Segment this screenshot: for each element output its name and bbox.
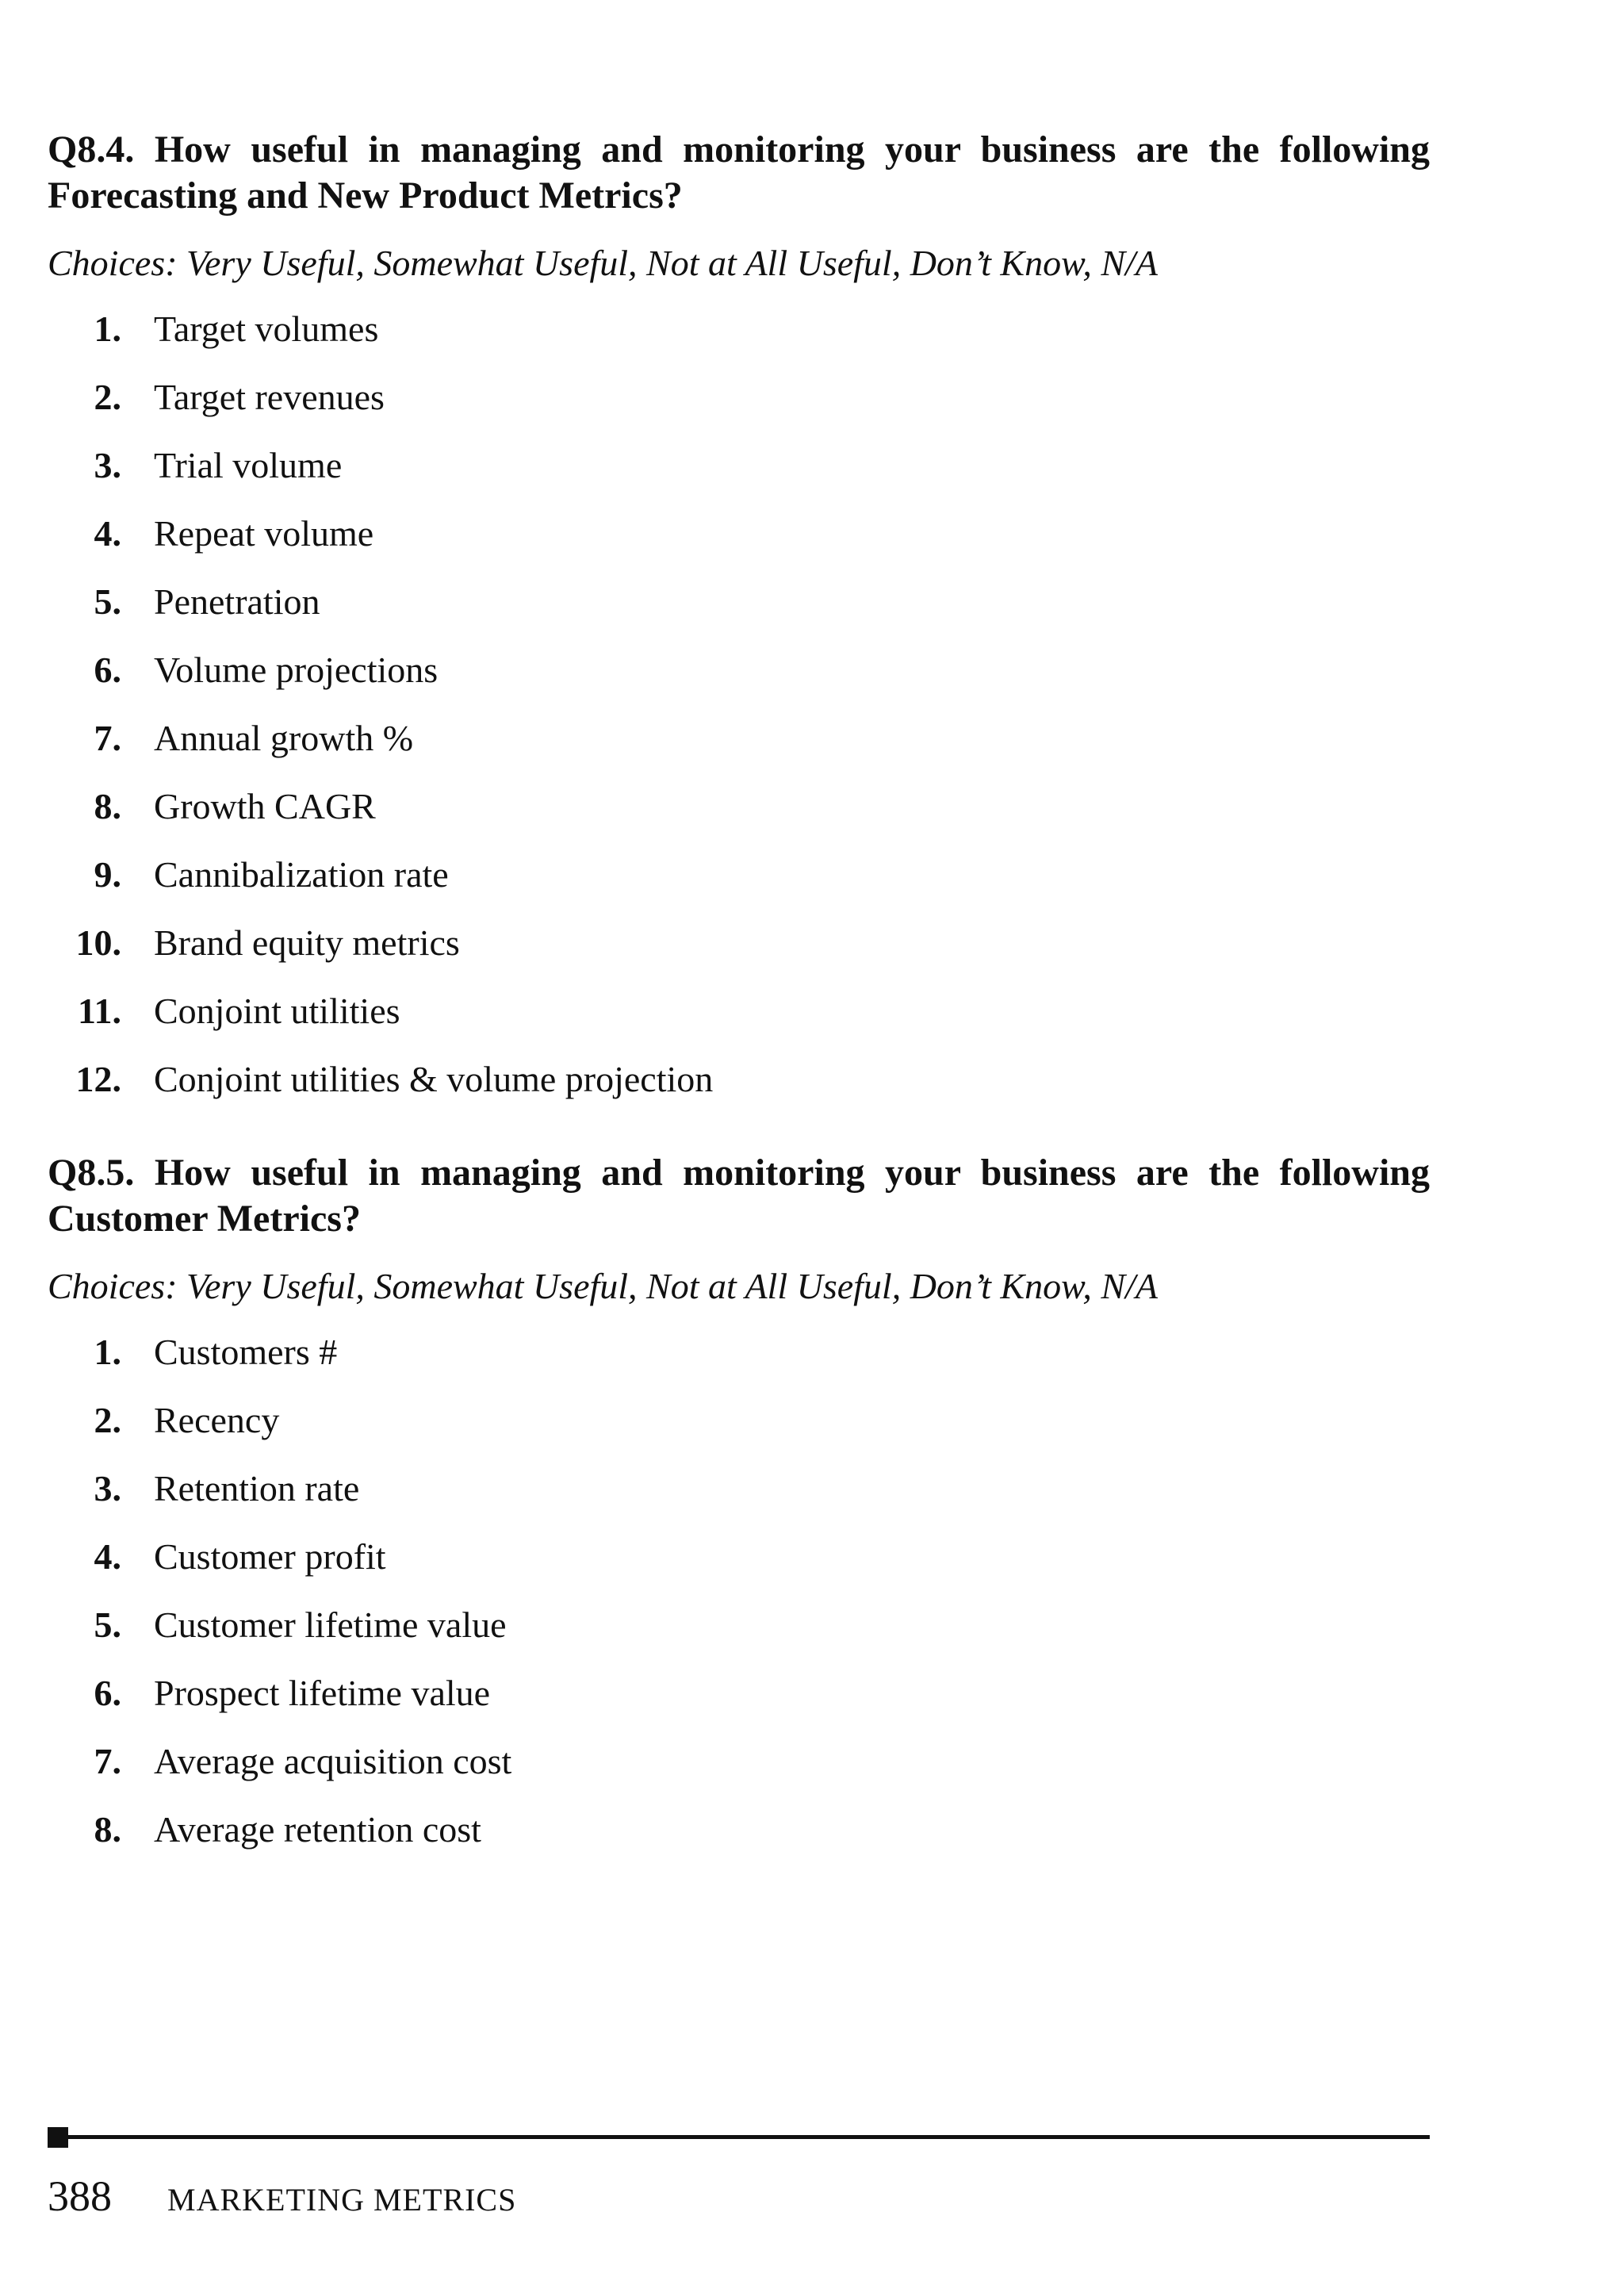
item-number: 8. <box>94 786 121 826</box>
item-number: 3. <box>94 1468 121 1509</box>
item-number: 2. <box>94 1400 121 1440</box>
item-label: Prospect lifetime value <box>154 1673 491 1713</box>
list-item <box>48 717 1430 785</box>
item-number: 4. <box>94 1536 121 1577</box>
item-label: Target volumes <box>154 309 379 349</box>
item-number: 3. <box>94 445 121 485</box>
list-item <box>48 922 1430 990</box>
list-item <box>48 853 1430 922</box>
list-item <box>48 1399 1430 1467</box>
item-number: 2. <box>94 377 121 417</box>
item-label: Recency <box>154 1400 280 1440</box>
choices-line: Choices: Very Useful, Somewhat Useful, Not at All Useful, Don’t Know, N/A <box>48 1266 1158 1306</box>
page-body <box>48 127 1430 1877</box>
list-item <box>48 1740 1430 1808</box>
list-item <box>48 444 1430 512</box>
item-label: Conjoint utilities & volume projection <box>154 1059 714 1099</box>
list-item <box>48 1604 1430 1672</box>
list-item <box>48 376 1430 444</box>
item-label: Volume projections <box>154 650 439 690</box>
item-label: Average acquisition cost <box>154 1741 512 1781</box>
list-item <box>48 512 1430 581</box>
item-label: Customers # <box>154 1332 338 1372</box>
item-label: Average retention cost <box>154 1809 481 1850</box>
list-item <box>48 1467 1430 1535</box>
item-label: Conjoint utilities <box>154 991 400 1031</box>
item-label: Brand equity metrics <box>154 922 460 963</box>
item-number: 6. <box>94 650 121 690</box>
item-label: Customer profit <box>154 1536 386 1577</box>
item-number: 9. <box>94 854 121 895</box>
list-item <box>48 990 1430 1058</box>
item-label: Target revenues <box>154 377 385 417</box>
page-footer <box>48 2172 516 2221</box>
item-label: Customer lifetime value <box>154 1604 507 1645</box>
item-label: Retention rate <box>154 1468 360 1509</box>
item-number: 1. <box>94 309 121 349</box>
question-section-q8-5 <box>48 1150 1430 1877</box>
item-label: Growth CAGR <box>154 786 376 826</box>
item-number: 7. <box>94 1741 121 1781</box>
item-label: Cannibalization rate <box>154 854 449 895</box>
item-label: Repeat volume <box>154 513 374 554</box>
item-label: Trial volume <box>154 445 343 485</box>
metric-list <box>48 1331 1430 1877</box>
list-item <box>48 1331 1430 1399</box>
item-number: 6. <box>94 1673 121 1713</box>
question-section-q8-4 <box>48 127 1430 1126</box>
item-number: 8. <box>94 1809 121 1850</box>
list-item <box>48 649 1430 717</box>
list-item <box>48 785 1430 853</box>
list-item <box>48 1808 1430 1877</box>
list-item <box>48 308 1430 376</box>
page-number: 388 <box>48 2172 112 2220</box>
item-number: 1. <box>94 1332 121 1372</box>
choices-line: Choices: Very Useful, Somewhat Useful, Not at All Useful, Don’t Know, N/A <box>48 243 1158 283</box>
question-heading: Q8.4. How useful in managing and monitoring your business are the following Forecasting and New Product Metrics? <box>48 128 1430 217</box>
list-item <box>48 1535 1430 1604</box>
question-heading: Q8.5. How useful in managing and monitoring your business are the following Customer Metrics? <box>48 1152 1430 1240</box>
item-number: 12. <box>75 1059 121 1099</box>
list-item <box>48 1058 1430 1126</box>
metric-list <box>48 308 1430 1126</box>
running-title: MARKETING METRICS <box>167 2182 517 2218</box>
list-item <box>48 1672 1430 1740</box>
item-number: 11. <box>78 991 121 1031</box>
item-number: 5. <box>94 1604 121 1645</box>
item-label: Penetration <box>154 581 320 622</box>
item-number: 10. <box>75 922 121 963</box>
item-number: 4. <box>94 513 121 554</box>
item-number: 5. <box>94 581 121 622</box>
item-label: Annual growth % <box>154 718 414 758</box>
footer-rule <box>48 2135 1430 2139</box>
list-item <box>48 581 1430 649</box>
item-number: 7. <box>94 718 121 758</box>
